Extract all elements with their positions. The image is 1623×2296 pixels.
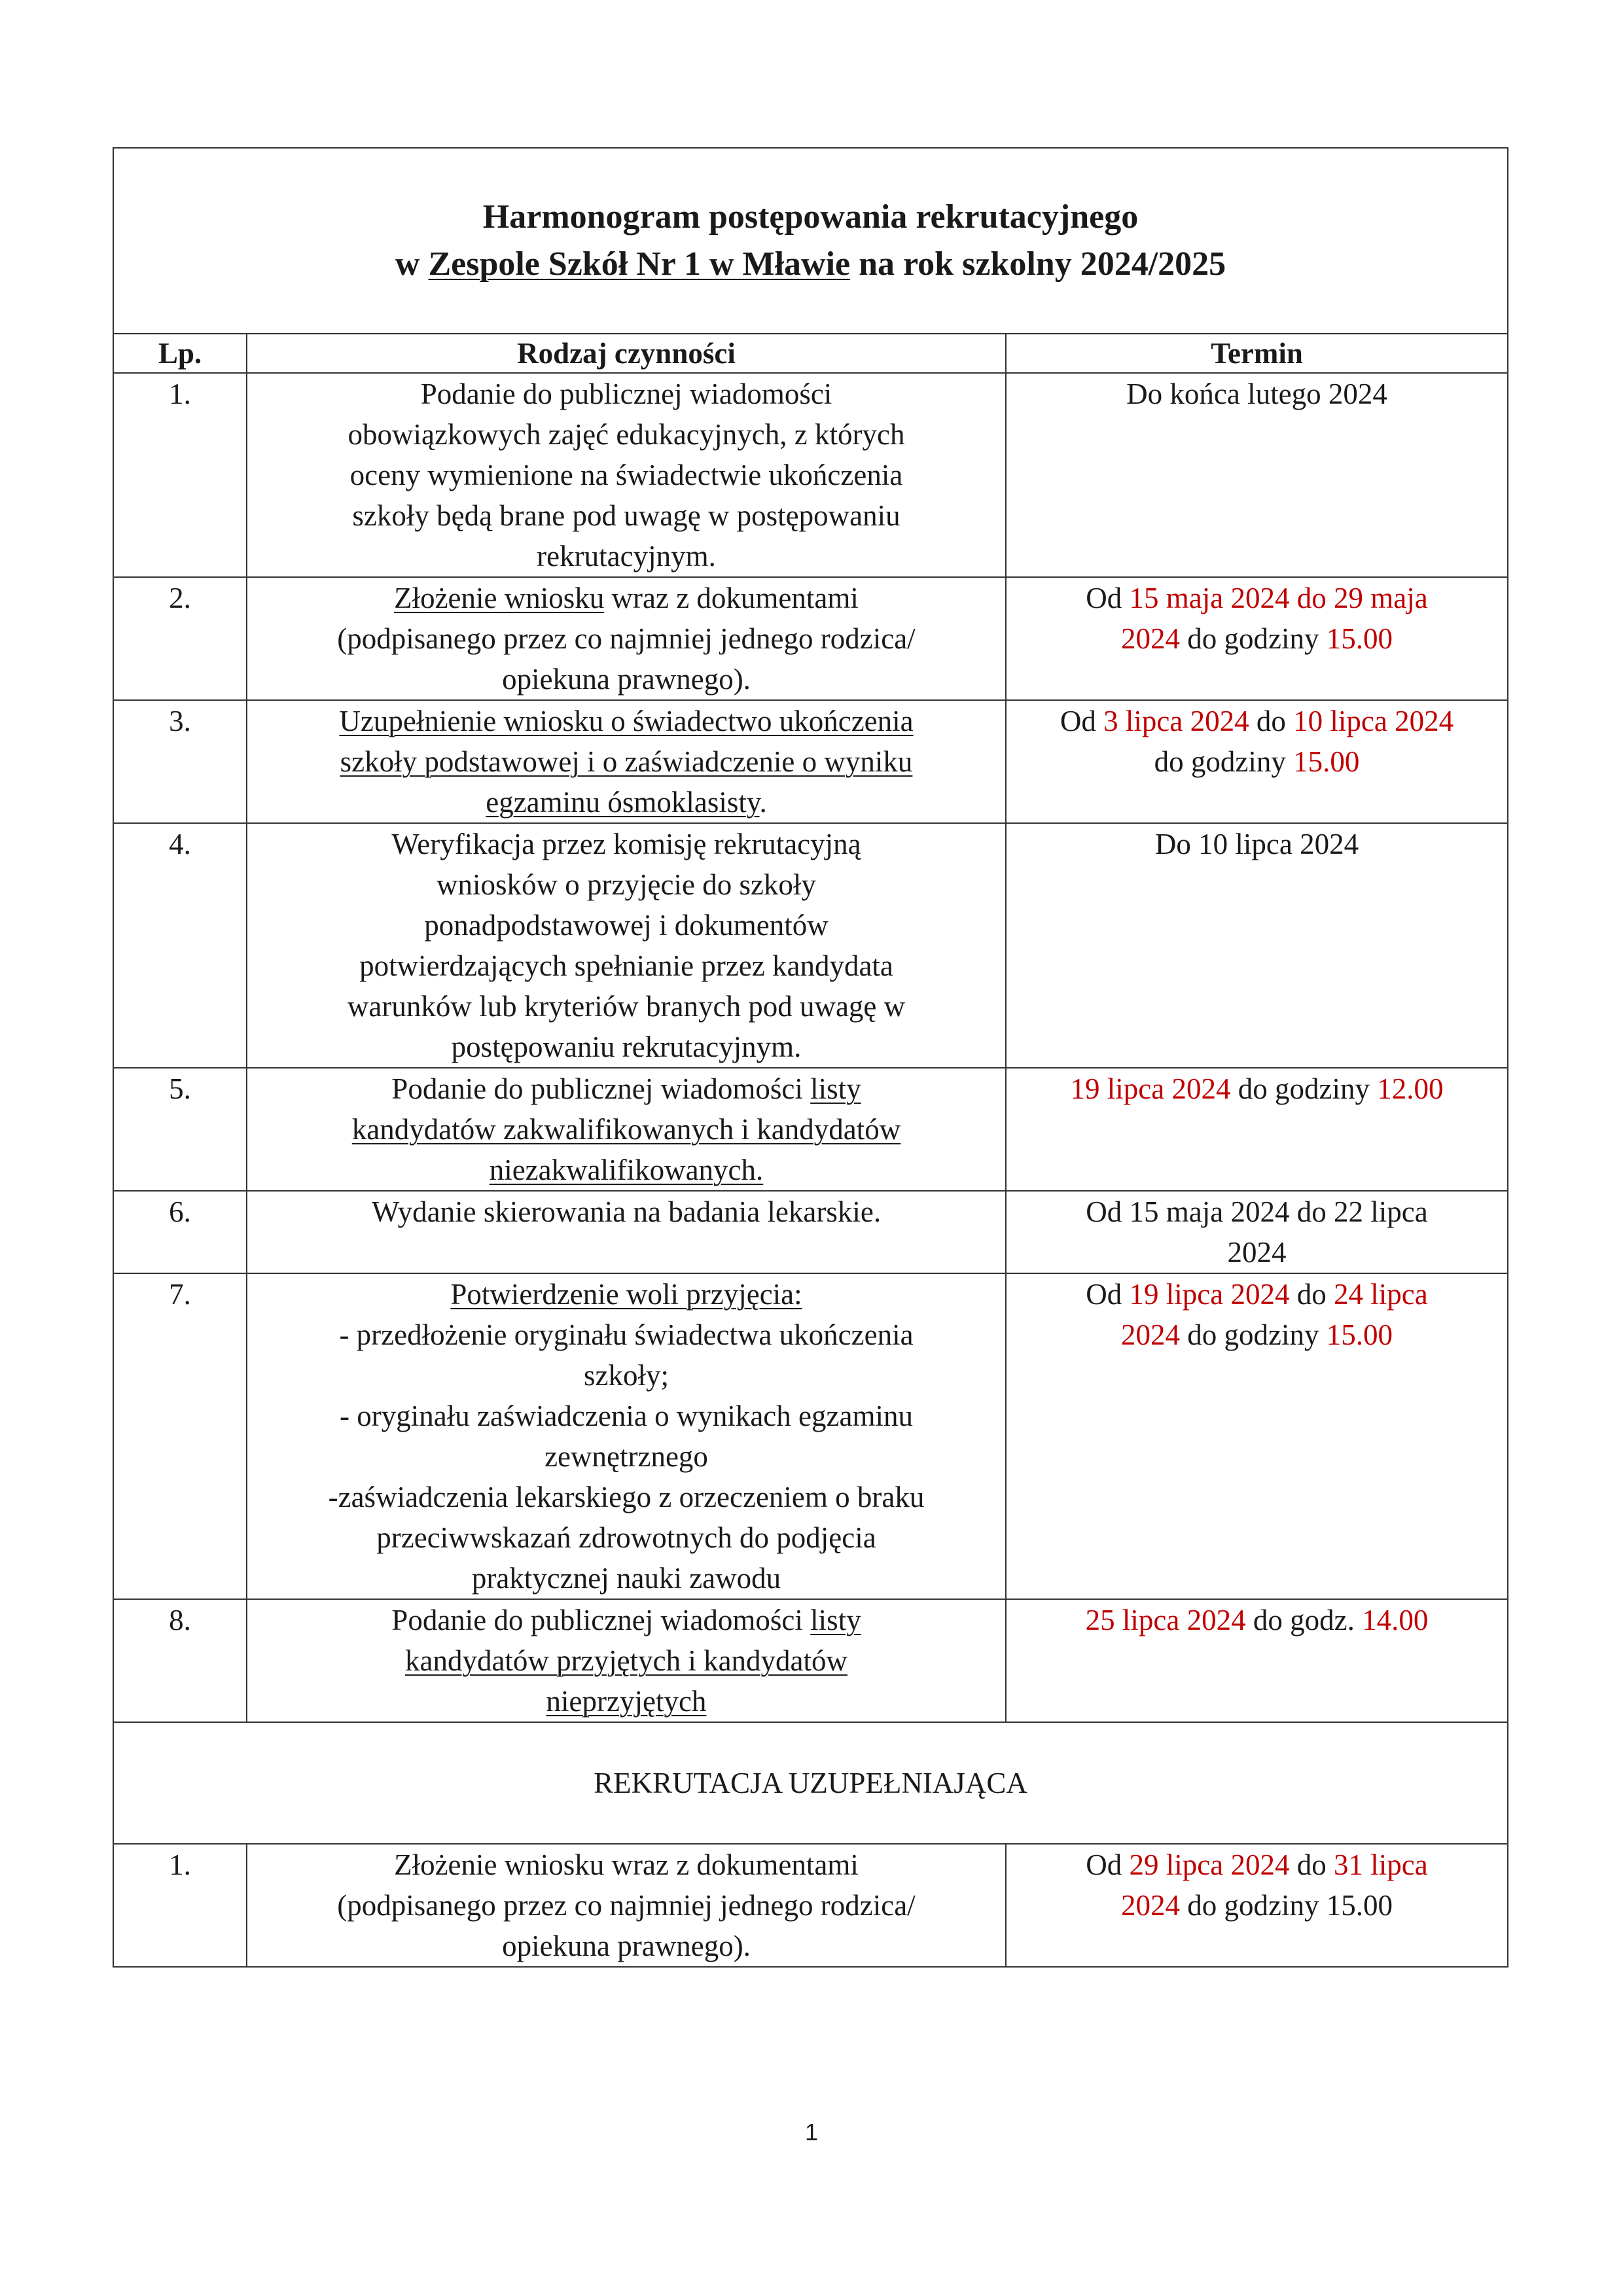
activity-line: potwierdzających spełnianie przez kandydata [359, 949, 893, 982]
row-number: 1. [113, 1844, 247, 1967]
activity-line: zewnętrznego [544, 1440, 708, 1473]
table-row [113, 1191, 1508, 1273]
title-cell [113, 148, 1508, 334]
title-suffix: na rok szkolny 2024/2025 [850, 245, 1226, 283]
term-text: do godziny [1180, 1318, 1327, 1351]
term-text: do [1289, 1848, 1334, 1881]
activity-line: szkoły; [584, 1359, 669, 1392]
term-line [1007, 1069, 1507, 1109]
activity-text: Podanie do publicznej wiadomości [391, 1072, 811, 1105]
term-text: Od [1086, 1278, 1130, 1311]
term-line [1007, 1845, 1507, 1885]
activity-line: -zaświadczenia lekarskiego z orzeczeniem o braku [328, 1481, 925, 1513]
table-row [113, 1844, 1508, 1967]
activity-line: opiekuna prawnego). [502, 663, 751, 696]
term-cell [1006, 1599, 1508, 1722]
table-row [113, 1273, 1508, 1599]
term-text: do [1249, 705, 1294, 737]
table-row [113, 577, 1508, 700]
activity-line: praktycznej nauki zawodu [471, 1562, 781, 1595]
activity-cell [247, 1844, 1006, 1967]
term-line: 2024 [1227, 1236, 1287, 1269]
term-text: do godz. [1245, 1604, 1363, 1636]
activity-line: warunków lub kryteriów branych pod uwagę w [347, 990, 906, 1023]
activity-cell [247, 373, 1006, 577]
term-date: 24 lipca [1334, 1278, 1428, 1311]
activity-line [247, 1600, 1005, 1640]
schedule-table [113, 147, 1508, 1968]
term-time: 12.00 [1377, 1072, 1444, 1105]
activity-line: wniosków o przyjęcie do szkoły [437, 868, 816, 901]
term-line [1007, 1885, 1507, 1926]
term-date: 2024 [1121, 1318, 1181, 1351]
term-cell [1006, 1191, 1508, 1273]
term-text: do godziny 15.00 [1180, 1889, 1393, 1922]
underlined-text: Potwierdzenie woli przyjęcia: [450, 1278, 802, 1311]
activity-line: ponadpodstawowej i dokumentów [424, 909, 829, 942]
title-line-2 [114, 241, 1507, 288]
activity-line: opiekuna prawnego). [502, 1930, 751, 1962]
activity-line: Złożenie wniosku wraz z dokumentami [394, 1848, 859, 1881]
underlined-text: szkoły podstawowej i o zaświadczenie o wyniku [340, 745, 913, 778]
term-cell [1006, 1273, 1508, 1599]
term-text: do godziny [1230, 1072, 1378, 1105]
term-time: 14.00 [1362, 1604, 1429, 1636]
activity-line: szkoły będą brane pod uwagę w postępowaniu [352, 499, 901, 532]
underlined-text: nieprzyjętych [546, 1685, 707, 1718]
term-line [1007, 618, 1507, 659]
term-date: 19 lipca 2024 [1070, 1072, 1231, 1105]
row-number: 2. [113, 577, 247, 700]
header-term: Termin [1006, 334, 1508, 373]
underlined-text: listy [810, 1604, 861, 1636]
table-row [113, 700, 1508, 823]
activity-cell [247, 700, 1006, 823]
row-number: 8. [113, 1599, 247, 1722]
underlined-text: listy [810, 1072, 861, 1105]
term-text: Od [1060, 705, 1104, 737]
term-text: do godziny [1154, 745, 1294, 778]
schedule-document [113, 147, 1507, 1968]
term-time: 15.00 [1326, 622, 1393, 655]
row-number: 4. [113, 823, 247, 1068]
term-time: 15.00 [1293, 745, 1360, 778]
table-row [113, 373, 1508, 577]
underlined-text: Złożenie wniosku [394, 582, 605, 614]
underlined-text: niezakwalifikowanych. [489, 1154, 764, 1186]
term-date: 25 lipca 2024 [1085, 1604, 1246, 1636]
underlined-text: Uzupełnienie wniosku o świadectwo ukończenia [339, 705, 914, 737]
term-cell [1006, 1068, 1508, 1191]
row-number: 1. [113, 373, 247, 577]
term-date: 19 lipca 2024 [1129, 1278, 1290, 1311]
term-line [1007, 741, 1507, 782]
term-cell [1006, 700, 1508, 823]
underlined-text: kandydatów przyjętych i kandydatów [404, 1644, 848, 1677]
activity-line: postępowaniu rekrutacyjnym. [451, 1031, 802, 1063]
row-number: 5. [113, 1068, 247, 1191]
title-line-1: Harmonogram postępowania rekrutacyjnego [482, 198, 1139, 236]
row-number: 3. [113, 700, 247, 823]
term-line: Od 15 maja 2024 do 22 lipca [1086, 1195, 1428, 1228]
term-text: Od [1086, 1848, 1130, 1881]
term-line [1007, 1274, 1507, 1315]
term-cell [1006, 1844, 1508, 1967]
activity-text: wraz z dokumentami [604, 582, 859, 614]
term-text: do godziny [1180, 622, 1327, 655]
activity-line: przeciwwskazań zdrowotnych do podjęcia [376, 1521, 876, 1554]
activity-cell [247, 1068, 1006, 1191]
term-cell: Do końca lutego 2024 [1006, 373, 1508, 577]
school-name: Zespole Szkół Nr 1 w Mławie [428, 245, 851, 283]
title-prefix: w [395, 245, 429, 283]
activity-text: Podanie do publicznej wiadomości [391, 1604, 811, 1636]
supplementary-heading-row [113, 1722, 1508, 1844]
row-number: 6. [113, 1191, 247, 1273]
row-number: 7. [113, 1273, 247, 1599]
activity-cell [247, 1599, 1006, 1722]
header-lp: Lp. [113, 334, 247, 373]
activity-line: Weryfikacja przez komisję rekrutacyjną [391, 828, 861, 860]
term-date: 31 lipca [1334, 1848, 1428, 1881]
activity-line [247, 1069, 1005, 1109]
term-date: 2024 [1121, 622, 1181, 655]
activity-text: . [759, 786, 767, 819]
term-text: Od [1086, 582, 1130, 614]
activity-line: - oryginału zaświadczenia o wynikach egzaminu [340, 1400, 913, 1432]
activity-cell [247, 1273, 1006, 1599]
table-row [113, 823, 1508, 1068]
activity-line: rekrutacyjnym. [537, 540, 716, 573]
supplementary-heading: REKRUTACJA UZUPEŁNIAJĄCA [113, 1722, 1508, 1844]
table-row [113, 1599, 1508, 1722]
activity-cell [247, 577, 1006, 700]
term-date: 29 lipca 2024 [1129, 1848, 1290, 1881]
underlined-text: egzaminu ósmoklasisty [486, 786, 760, 819]
term-line [1007, 1600, 1507, 1640]
term-line [1007, 578, 1507, 618]
activity-line: obowiązkowych zajęć edukacyjnych, z których [348, 418, 905, 451]
underlined-text: kandydatów zakwalifikowanych i kandydatów [351, 1113, 901, 1146]
term-line [1007, 1315, 1507, 1355]
activity-line: Podanie do publicznej wiadomości [420, 378, 832, 410]
header-activity: Rodzaj czynności [247, 334, 1006, 373]
activity-line [247, 578, 1005, 618]
term-date: 10 lipca 2024 [1293, 705, 1454, 737]
activity-line: - przedłożenie oryginału świadectwa ukończenia [339, 1318, 914, 1351]
activity-line: (podpisanego przez co najmniej jednego rodzica/ [337, 622, 916, 655]
term-cell [1006, 577, 1508, 700]
term-text: do [1289, 1278, 1334, 1311]
activity-line: (podpisanego przez co najmniej jednego rodzica/ [337, 1889, 916, 1922]
term-line [1007, 701, 1507, 741]
term-date: 3 lipca 2024 [1103, 705, 1249, 737]
term-date: 2024 [1121, 1889, 1181, 1922]
activity-cell [247, 823, 1006, 1068]
term-date: 15 maja 2024 do 29 maja [1129, 582, 1428, 614]
activity-line [247, 782, 1005, 822]
activity-line: oceny wymienione na świadectwie ukończenia [349, 459, 903, 491]
page-number: 1 [804, 2119, 819, 2146]
term-time: 15.00 [1326, 1318, 1393, 1351]
term-cell: Do 10 lipca 2024 [1006, 823, 1508, 1068]
activity-cell: Wydanie skierowania na badania lekarskie. [247, 1191, 1006, 1273]
table-row [113, 1068, 1508, 1191]
header-row [113, 334, 1508, 373]
